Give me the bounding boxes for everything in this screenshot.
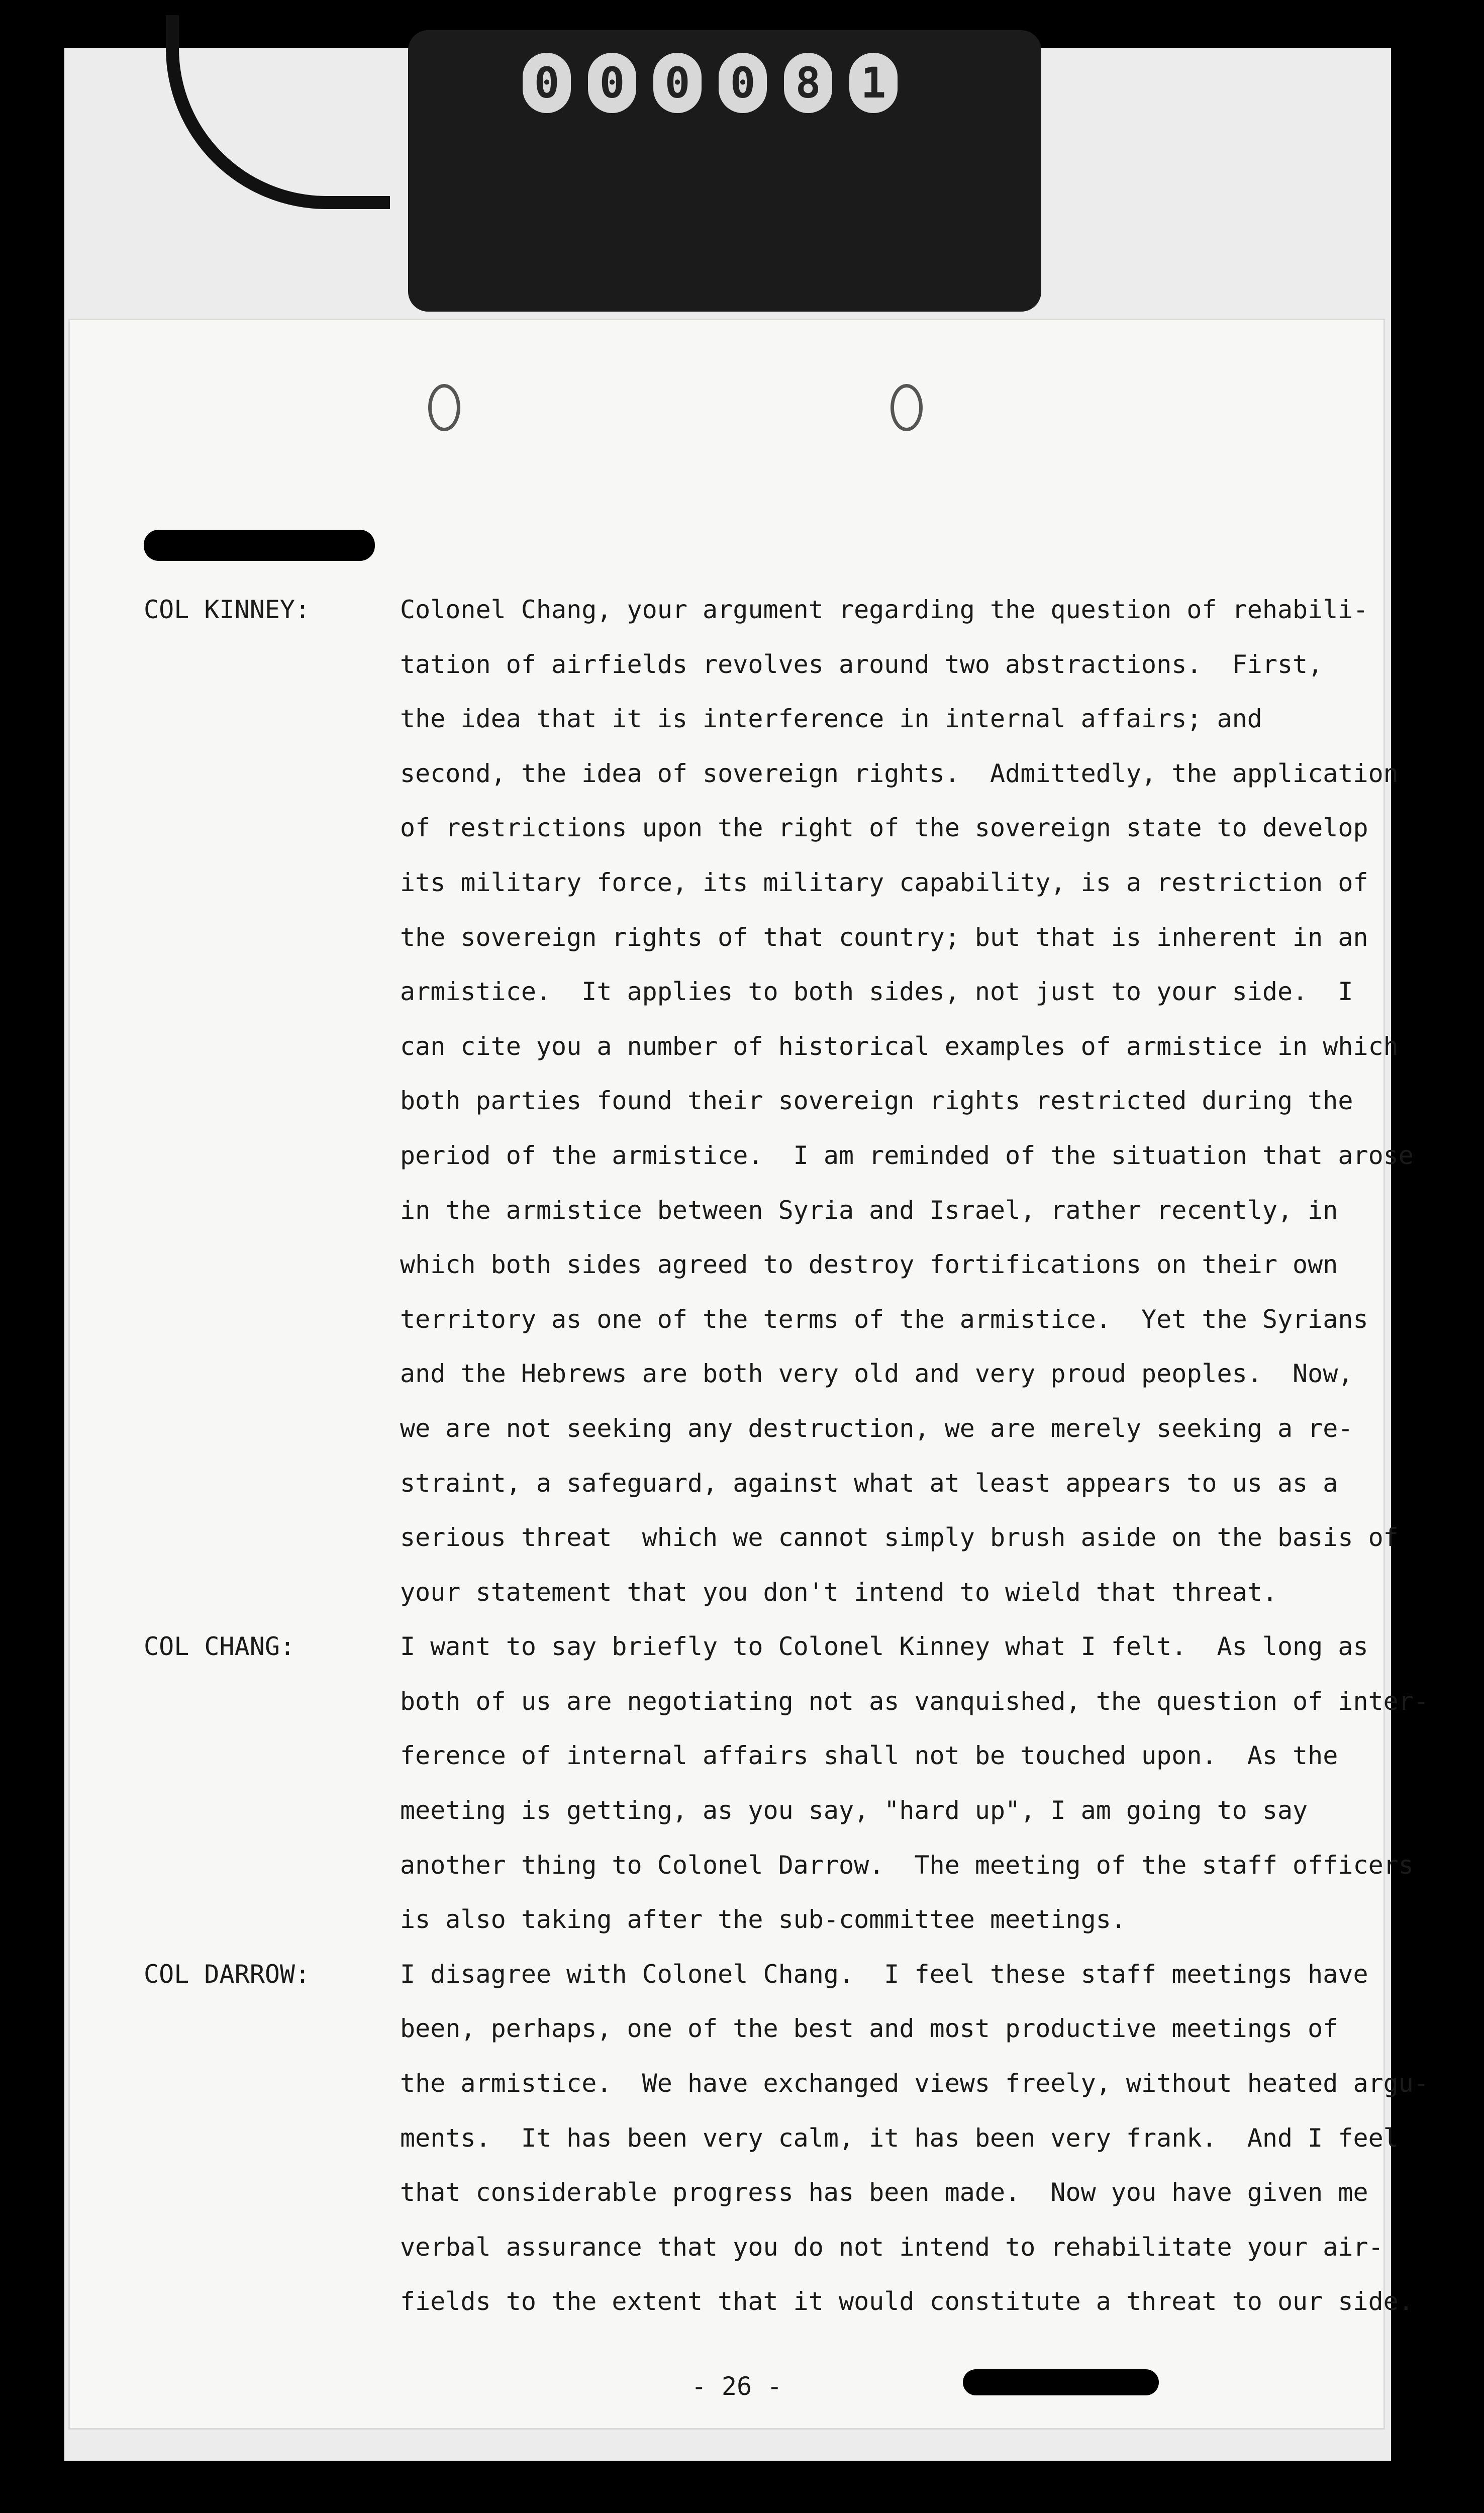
counter-digit: 0: [653, 53, 702, 113]
text-line: meeting is getting, as you say, "hard up", I am going to say: [400, 1796, 1308, 1825]
transcript-entry: [144, 583, 1414, 1619]
text-line: in the armistice between Syria and Israel, rather recently, in: [400, 1195, 1338, 1225]
text-line: been, perhaps, one of the best and most productive meetings of: [400, 2014, 1338, 2044]
text-line: can cite you a number of historical examples of armistice in which: [400, 1031, 1399, 1061]
counter-digit: 8: [784, 53, 832, 113]
text-line: and the Hebrews are both very old and very proud peoples. Now,: [400, 1359, 1353, 1389]
text-line: both parties found their sovereign rights restricted during the: [400, 1086, 1353, 1116]
text-line: ments. It has been very calm, it has been very frank. And I feel: [400, 2123, 1399, 2153]
text-line: we are not seeking any destruction, we are merely seeking a re-: [400, 1413, 1353, 1443]
counter-digit: 0: [588, 53, 636, 113]
text-line: of restrictions upon the right of the sovereign state to develop: [400, 813, 1368, 843]
text-line: its military force, its military capability, is a restriction of: [400, 867, 1368, 897]
text-line: tation of airfields revolves around two abstractions. First,: [400, 649, 1323, 679]
text-line: verbal assurance that you do not intend to rehabilitate your air-: [400, 2232, 1383, 2262]
counter-digit: 0: [523, 53, 571, 113]
speaker-label: COL CHANG:: [144, 1632, 295, 1662]
document-page: [68, 319, 1429, 2430]
frame-counter: [523, 53, 898, 113]
text-line: I disagree with Colonel Chang. I feel these staff meetings have: [400, 1959, 1368, 1989]
text-line: which both sides agreed to destroy fortifications on their own: [400, 1250, 1338, 1280]
speech-text: [400, 1619, 1429, 1947]
transcript-entry: [144, 1619, 1429, 1947]
text-line: both of us are negotiating not as vanquished, the question of inter-: [400, 1686, 1429, 1716]
transcript-entry: [144, 1947, 1429, 2329]
redaction-mark: [963, 2369, 1159, 2395]
text-line: armistice. It applies to both sides, not just to your side. I: [400, 977, 1353, 1007]
redaction-mark: [144, 530, 375, 561]
speaker-label: COL KINNEY:: [144, 595, 311, 624]
speech-text: [400, 1947, 1429, 2329]
speech-text: [400, 583, 1414, 1619]
counter-digit: 0: [719, 53, 767, 113]
text-line: Colonel Chang, your argument regarding the question of rehabili-: [400, 595, 1368, 624]
text-line: the sovereign rights of that country; but that is inherent in an: [400, 922, 1368, 952]
text-line: fields to the extent that it would constitute a threat to our side.: [400, 2287, 1414, 2316]
text-line: the idea that it is interference in internal affairs; and: [400, 704, 1262, 734]
text-line: that considerable progress has been made. Now you have given me: [400, 2178, 1368, 2207]
punch-hole: [428, 384, 460, 431]
page-number: - 26 -: [691, 2372, 782, 2401]
punch-hole: [891, 384, 923, 431]
text-line: ference of internal affairs shall not be touched upon. As the: [400, 1741, 1338, 1771]
text-line: I want to say briefly to Colonel Kinney what I felt. As long as: [400, 1632, 1368, 1662]
text-line: territory as one of the terms of the armistice. Yet the Syrians: [400, 1304, 1368, 1334]
text-line: second, the idea of sovereign rights. Admittedly, the application: [400, 758, 1399, 788]
text-line: period of the armistice. I am reminded of the situation that arose: [400, 1140, 1414, 1170]
text-line: is also taking after the sub-committee meetings.: [400, 1905, 1126, 1935]
text-line: straint, a safeguard, against what at least appears to us as a: [400, 1468, 1338, 1498]
speaker-label: COL DARROW:: [144, 1959, 311, 1989]
transcript: [144, 583, 1429, 2329]
text-line: another thing to Colonel Darrow. The meeting of the staff officers: [400, 1850, 1414, 1880]
counter-digit: 1: [849, 53, 898, 113]
text-line: your statement that you don't intend to wield that threat.: [400, 1577, 1277, 1607]
text-line: serious threat which we cannot simply brush aside on the basis of: [400, 1523, 1399, 1553]
text-line: the armistice. We have exchanged views freely, without heated argu-: [400, 2069, 1429, 2098]
